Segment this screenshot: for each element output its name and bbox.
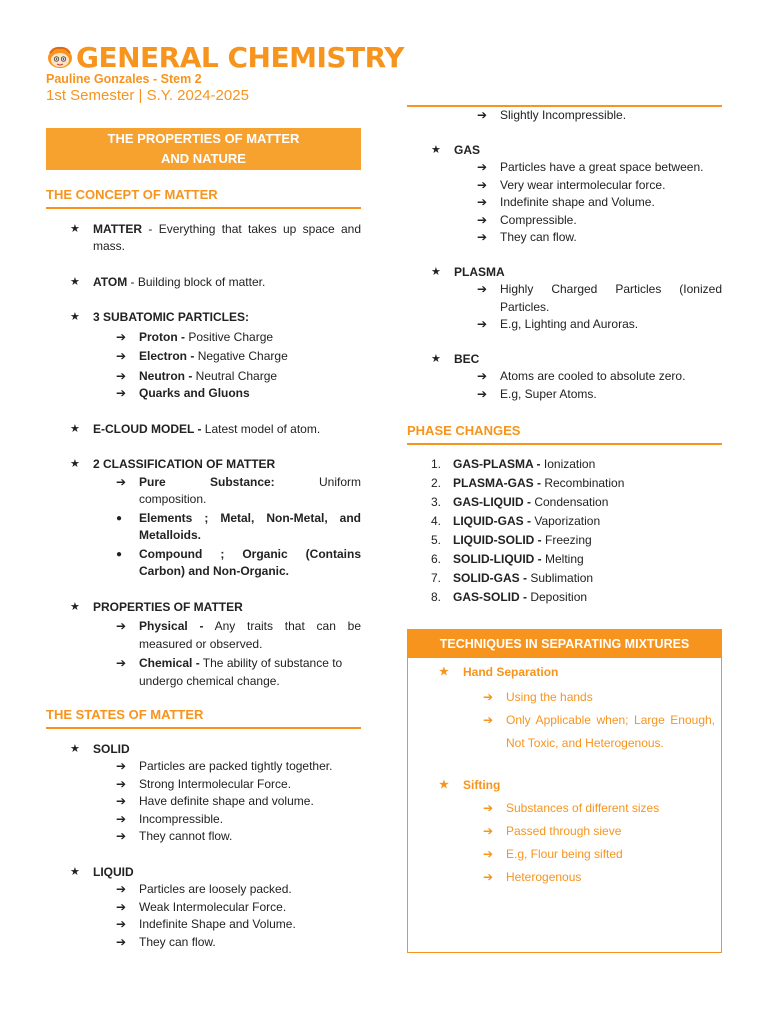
definition: Particles are packed tightly together. (139, 759, 333, 773)
dot-icon: ● (116, 548, 123, 560)
arrow-right-icon: ➔ (483, 869, 494, 884)
arrow-right-icon: ➔ (477, 177, 488, 192)
term: PLASMA (454, 264, 505, 279)
sub-item (46, 899, 361, 917)
definition: Slightly Incompressible. (500, 108, 627, 122)
section-banner-techniques: TECHNIQUES IN SEPARATING MIXTURES (408, 630, 721, 658)
term: ATOM (93, 274, 128, 289)
term: LIQUID-SOLID - (453, 532, 545, 547)
sub-item (408, 866, 721, 889)
star-icon: ★ (439, 778, 449, 791)
arrow-right-icon: ➔ (477, 386, 488, 401)
term: LIQUID (93, 864, 134, 879)
item-number: 6. (431, 551, 442, 566)
arrow-right-icon: ➔ (116, 759, 127, 773)
definition: They can flow. (139, 934, 216, 949)
definition: - Everything that takes up space and mass. (93, 221, 361, 253)
list-item-bec (407, 351, 722, 369)
term: E-CLOUD MODEL - (93, 421, 202, 436)
arrow-right-icon: ➔ (483, 823, 494, 838)
arrow-right-icon: ➔ (483, 800, 494, 815)
arrow-right-icon: ➔ (477, 160, 488, 174)
arrow-right-icon: ➔ (116, 882, 127, 896)
definition: Any traits that can be measured or observed. (139, 619, 362, 651)
section-banner-properties (46, 128, 361, 170)
term: Neutron - (139, 368, 196, 383)
term: BEC (454, 351, 480, 366)
sub-item (407, 368, 722, 386)
star-icon: ★ (70, 222, 80, 235)
sub-item (407, 316, 722, 334)
heading-states-of-matter: THE STATES OF MATTER (46, 706, 361, 729)
arrow-right-icon: ➔ (483, 689, 494, 704)
arrow-right-icon: ➔ (477, 195, 488, 209)
banner-line: AND NATURE (161, 151, 246, 166)
sub-item (408, 797, 721, 820)
sub-item (46, 793, 361, 811)
definition: Have definite shape and volume. (139, 794, 314, 808)
phase-item (407, 531, 722, 550)
list-item-liquid (46, 864, 361, 882)
page-header (46, 38, 722, 104)
phase-item (407, 512, 722, 531)
star-icon: ★ (70, 742, 80, 755)
list-item-subatomic (46, 309, 361, 327)
arrow-right-icon: ➔ (116, 829, 127, 843)
sub-item (408, 843, 721, 866)
sub-item (46, 348, 361, 366)
list-item-plasma (407, 264, 722, 282)
term: Hand Separation (463, 664, 559, 679)
list-item-solid (46, 741, 361, 759)
term: SOLID-LIQUID - (453, 551, 545, 566)
definition: Particles are loosely packed. (139, 882, 292, 896)
arrow-right-icon: ➔ (116, 934, 127, 949)
term: PROPERTIES OF MATTER (93, 599, 243, 614)
term: SOLID-GAS - (453, 570, 531, 585)
arrow-right-icon: ➔ (116, 811, 127, 826)
term: 2 CLASSIFICATION OF MATTER (93, 457, 276, 471)
sub-item (46, 811, 361, 829)
definition: The ability of substance to undergo chemical change. (139, 656, 343, 688)
sub-item (46, 776, 361, 794)
star-icon: ★ (439, 665, 449, 678)
term: GAS-PLASMA - (453, 456, 544, 471)
cartoon-face-logo (46, 45, 74, 69)
star-icon: ★ (70, 311, 80, 323)
term: GAS (454, 142, 481, 157)
term: Proton - (139, 329, 189, 344)
list-item-properties (46, 599, 361, 617)
arrow-right-icon: ➔ (116, 656, 127, 670)
sub-item (407, 107, 722, 125)
definition: E.g, Flour being sifted (506, 846, 623, 861)
sub-item (407, 229, 722, 247)
phase-list (407, 455, 722, 607)
star-icon: ★ (70, 600, 80, 613)
item-number: 1. (431, 456, 442, 471)
phase-item (407, 550, 722, 569)
list-item-sifting (408, 775, 721, 795)
term: Sifting (463, 777, 501, 792)
techniques-box (407, 629, 722, 953)
term: Pure Substance: (139, 474, 275, 489)
sub-item (407, 212, 722, 230)
phase-item (407, 474, 722, 493)
definition: Vaporization (534, 513, 601, 528)
sub-item (46, 758, 361, 776)
definition: - Building block of matter. (127, 274, 266, 289)
item-number: 4. (431, 513, 442, 528)
definition: Very wear intermolecular force. (500, 177, 666, 192)
bec-list (407, 368, 722, 403)
definition: Latest model of atom. (201, 421, 321, 436)
term: Electron - (139, 349, 198, 363)
item-number: 3. (431, 494, 442, 509)
sub-item: ➔ Pure Substance: Uniform composition. (46, 474, 361, 509)
star-icon: ★ (70, 275, 80, 288)
arrow-right-icon: ➔ (477, 230, 488, 244)
definition: They can flow. (500, 230, 577, 244)
sub-item (407, 177, 722, 195)
star-icon: ★ (70, 422, 80, 435)
definition: Indefinite Shape and Volume. (139, 917, 296, 931)
definition: Only Applicable when; Large Enough, Not Toxic, and Heterogenous. (506, 712, 715, 750)
hand-list (408, 686, 721, 755)
arrow-right-icon: ➔ (116, 899, 127, 914)
arrow-right-icon: ➔ (116, 619, 127, 633)
sub-item (46, 916, 361, 934)
term: MATTER (93, 221, 143, 236)
heading-phase-changes: PHASE CHANGES (407, 422, 722, 445)
definition: Highly Charged Particles (Ionized Particles. (500, 282, 722, 314)
item-number: 5. (431, 532, 442, 547)
definition: Positive Charge (188, 329, 274, 344)
definition: Compound ; Organic (Contains Carbon) and Non-Organic. (139, 546, 361, 578)
sub-item (46, 618, 361, 653)
definition: E.g, Lighting and Auroras. (500, 317, 639, 331)
left-column (46, 128, 361, 951)
definition: Neutral Charge (195, 368, 278, 383)
item-number: 7. (431, 570, 442, 585)
term: Physical - (139, 619, 204, 633)
plasma-list (407, 281, 722, 334)
sub-item (407, 194, 722, 212)
dot-icon: ● (116, 512, 123, 524)
item-number: 2. (431, 475, 442, 490)
definition: Substances of different sizes (506, 800, 660, 815)
arrow-right-icon: ➔ (116, 349, 127, 363)
solid-list (46, 758, 361, 846)
definition: Compressible. (500, 212, 577, 227)
definition: Using the hands (506, 689, 593, 704)
arrow-right-icon: ➔ (477, 212, 488, 227)
definition: Negative Charge (197, 349, 288, 363)
sub-item (46, 934, 361, 952)
heading-concept-of-matter: THE CONCEPT OF MATTER (46, 186, 361, 209)
definition-cont: composition. (139, 492, 207, 506)
definition: Heterogenous (506, 869, 582, 884)
sub-item (46, 881, 361, 899)
definition: E.g, Super Atoms. (500, 386, 597, 401)
term: Quarks and Gluons (139, 386, 250, 400)
definition: Sublimation (530, 570, 594, 585)
definition: Elements ; Metal, Non-Metal, and Metalloids. (139, 510, 361, 542)
star-icon: ★ (70, 865, 80, 878)
definition: Weak Intermolecular Force. (139, 899, 287, 914)
phase-item (407, 569, 722, 588)
arrow-right-icon: ➔ (477, 108, 488, 122)
definition: Indefinite shape and Volume. (500, 195, 655, 209)
arrow-right-icon: ➔ (116, 794, 127, 808)
list-item-hand-separation (408, 662, 721, 682)
sub-item (407, 386, 722, 404)
definition: Melting (545, 551, 584, 566)
definition: Strong Intermolecular Force. (139, 776, 292, 791)
star-icon: ★ (431, 352, 441, 365)
arrow-right-icon: ➔ (477, 369, 488, 383)
phase-item (407, 588, 722, 607)
sift-list (408, 797, 721, 889)
sub-item (46, 510, 361, 545)
definition: Atoms are cooled to absolute zero. (500, 369, 686, 383)
sub-item (46, 828, 361, 846)
arrow-right-icon: ➔ (483, 712, 494, 727)
banner-line: THE PROPERTIES OF MATTER (107, 131, 300, 146)
term: PLASMA-GAS - (453, 475, 545, 490)
arrow-right-icon: ➔ (116, 386, 127, 400)
definition: Passed through sieve (506, 823, 622, 838)
definition: They cannot flow. (139, 829, 233, 843)
list-item-classification (46, 456, 361, 474)
right-column (407, 107, 722, 953)
term: Chemical - (139, 656, 200, 670)
definition: Deposition (530, 589, 588, 604)
sub-item (408, 820, 721, 843)
arrow-right-icon: ➔ (477, 317, 488, 331)
sub-item (407, 281, 722, 316)
term: GAS-LIQUID - (453, 494, 535, 509)
phase-item (407, 493, 722, 512)
arrow-right-icon: ➔ (116, 776, 127, 791)
definition: Condensation (534, 494, 609, 509)
item-number: 8. (431, 589, 442, 604)
sub-item (408, 709, 721, 755)
arrow-right-icon: ➔ (116, 474, 127, 489)
definition: Ionization (543, 456, 596, 471)
definition: Recombination (544, 475, 625, 490)
gas-list (407, 159, 722, 247)
page-title: GENERAL CHEMISTRY (76, 40, 404, 74)
term: SOLID (93, 741, 130, 756)
star-icon: ★ (431, 143, 441, 156)
sub-item (46, 655, 361, 690)
list-item-gas (407, 142, 722, 160)
term: 3 SUBATOMIC PARTICLES: (93, 310, 250, 324)
star-icon: ★ (70, 458, 80, 470)
definition: Particles have a great space between. (500, 160, 704, 174)
arrow-right-icon: ➔ (116, 917, 127, 931)
term: LIQUID-GAS - (453, 513, 535, 528)
list-item-ecloud (46, 421, 361, 439)
arrow-right-icon: ➔ (477, 282, 488, 296)
definition: Freezing (545, 532, 592, 547)
author-name: Pauline Gonzales - Stem 2 (46, 72, 202, 86)
sub-item (46, 546, 361, 581)
sub-item (408, 686, 721, 709)
sub-item (407, 159, 722, 177)
arrow-right-icon: ➔ (116, 329, 127, 344)
liquid-list (46, 881, 361, 951)
sub-item (46, 329, 361, 347)
definition: Incompressible. (139, 811, 224, 826)
semester-info: 1st Semester | S.Y. 2024-2025 (46, 87, 249, 104)
arrow-right-icon: ➔ (116, 368, 127, 383)
sub-item (46, 385, 361, 403)
arrow-right-icon: ➔ (483, 846, 494, 861)
list-item-matter (46, 221, 361, 256)
sub-item (46, 368, 361, 386)
phase-item (407, 455, 722, 474)
star-icon: ★ (431, 265, 441, 278)
list-item-atom (46, 274, 361, 292)
term: GAS-SOLID - (453, 589, 531, 604)
title-row (46, 38, 722, 76)
